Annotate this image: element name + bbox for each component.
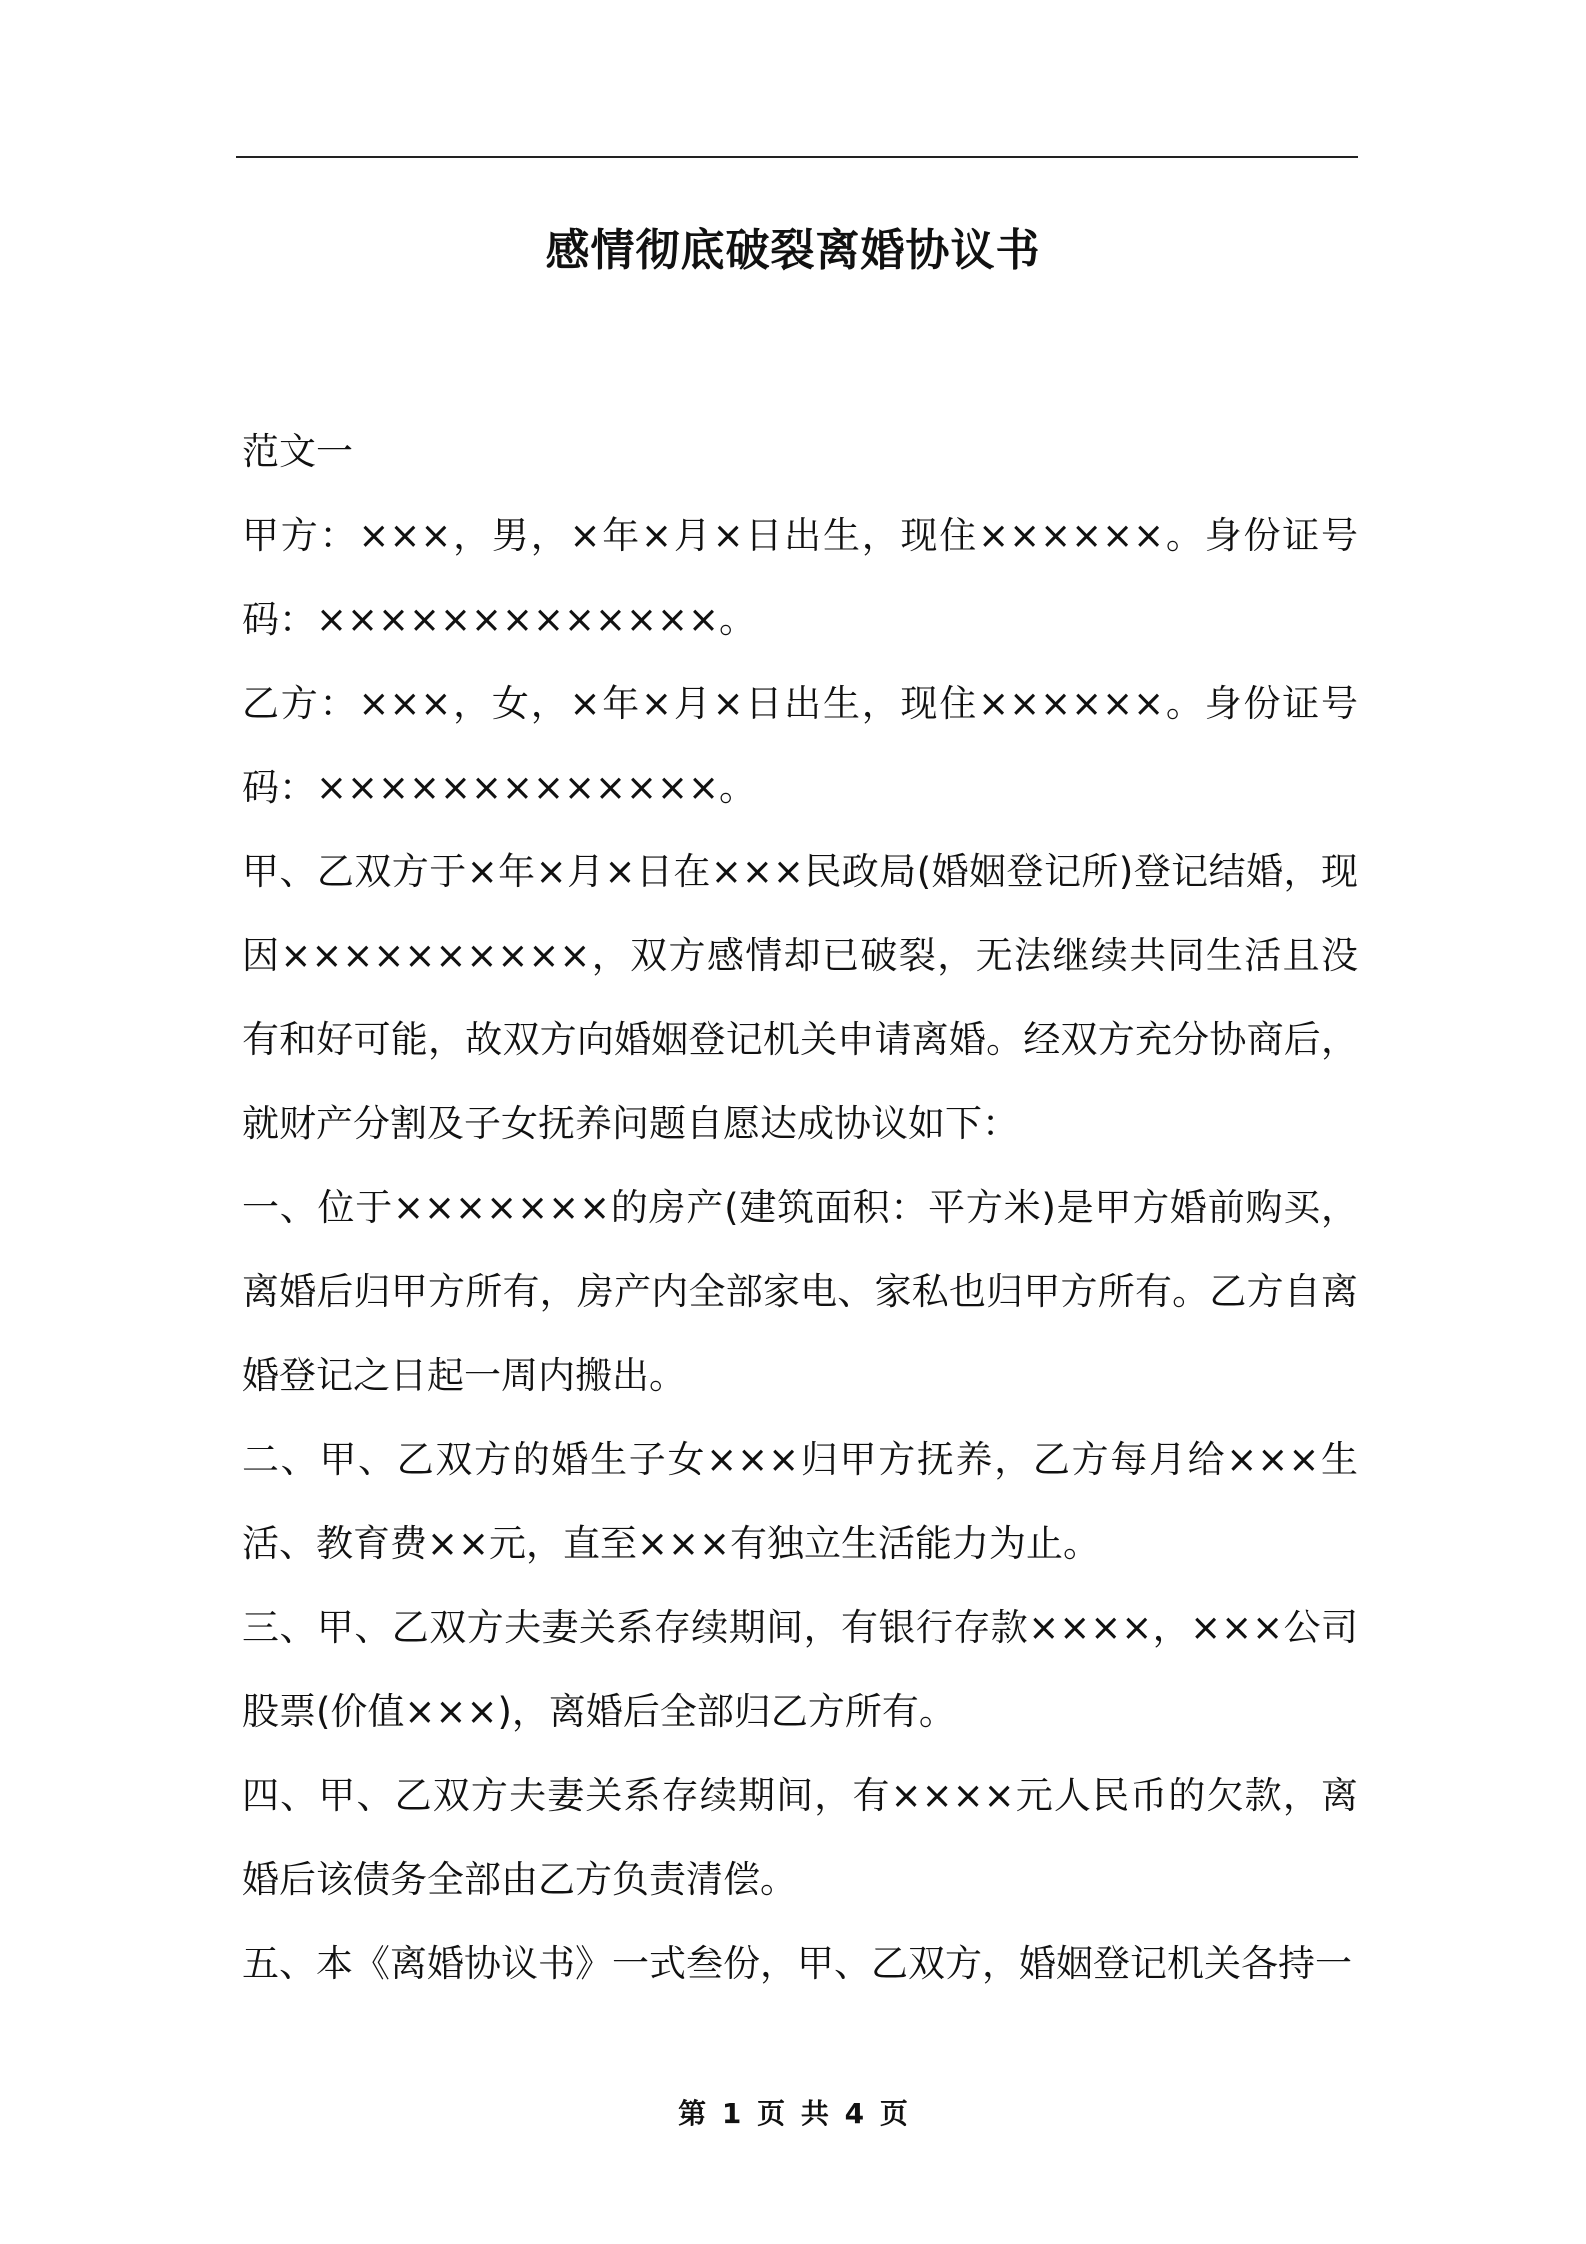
party-b-paragraph: 乙方：×××，女，×年×月×日出生，现住××××××。身份证号码：×××××××××××××。 [242,682,1358,809]
party-a-paragraph: 甲方：×××，男，×年×月×日出生，现住××××××。身份证号码：×××××××××××××。 [242,514,1358,641]
section-heading: 范文一 [242,430,353,473]
preamble-paragraph: 甲、乙双方于×年×月×日在×××民政局(婚姻登记所)登记结婚，现因××××××××××，双方感情却已破裂，无法继续共同生活且没有和好可能，故双方向婚姻登记机关申请离婚。经双方充分协商后，就财产分割及子女抚养问题自愿达成协议如下： [242,850,1358,1145]
document-body [242,410,1358,2006]
clause-4-paragraph: 四、甲、乙双方夫妻关系存续期间，有××××元人民币的欠款，离婚后该债务全部由乙方负责清偿。 [242,1774,1358,1901]
header-rule [236,156,1358,158]
clause-2-paragraph: 二、甲、乙双方的婚生子女×××归甲方抚养，乙方每月给×××生活、教育费××元，直至×××有独立生活能力为止。 [242,1438,1358,1565]
document-title: 感情彻底破裂离婚协议书 [545,225,1041,276]
clause-5-paragraph: 五、本《离婚协议书》一式叁份，甲、乙双方，婚姻登记机关各持一 [242,1942,1352,1985]
clause-3-paragraph: 三、甲、乙双方夫妻关系存续期间，有银行存款××××，×××公司股票(价值×××)，离婚后全部归乙方所有。 [242,1606,1358,1733]
page-indicator: 第 1 页 共 4 页 [678,2097,908,2130]
clause-1-paragraph: 一、位于×××××××的房产(建筑面积：平方米)是甲方婚前购买，离婚后归甲方所有，房产内全部家电、家私也归甲方所有。乙方自离婚登记之日起一周内搬出。 [242,1186,1358,1397]
